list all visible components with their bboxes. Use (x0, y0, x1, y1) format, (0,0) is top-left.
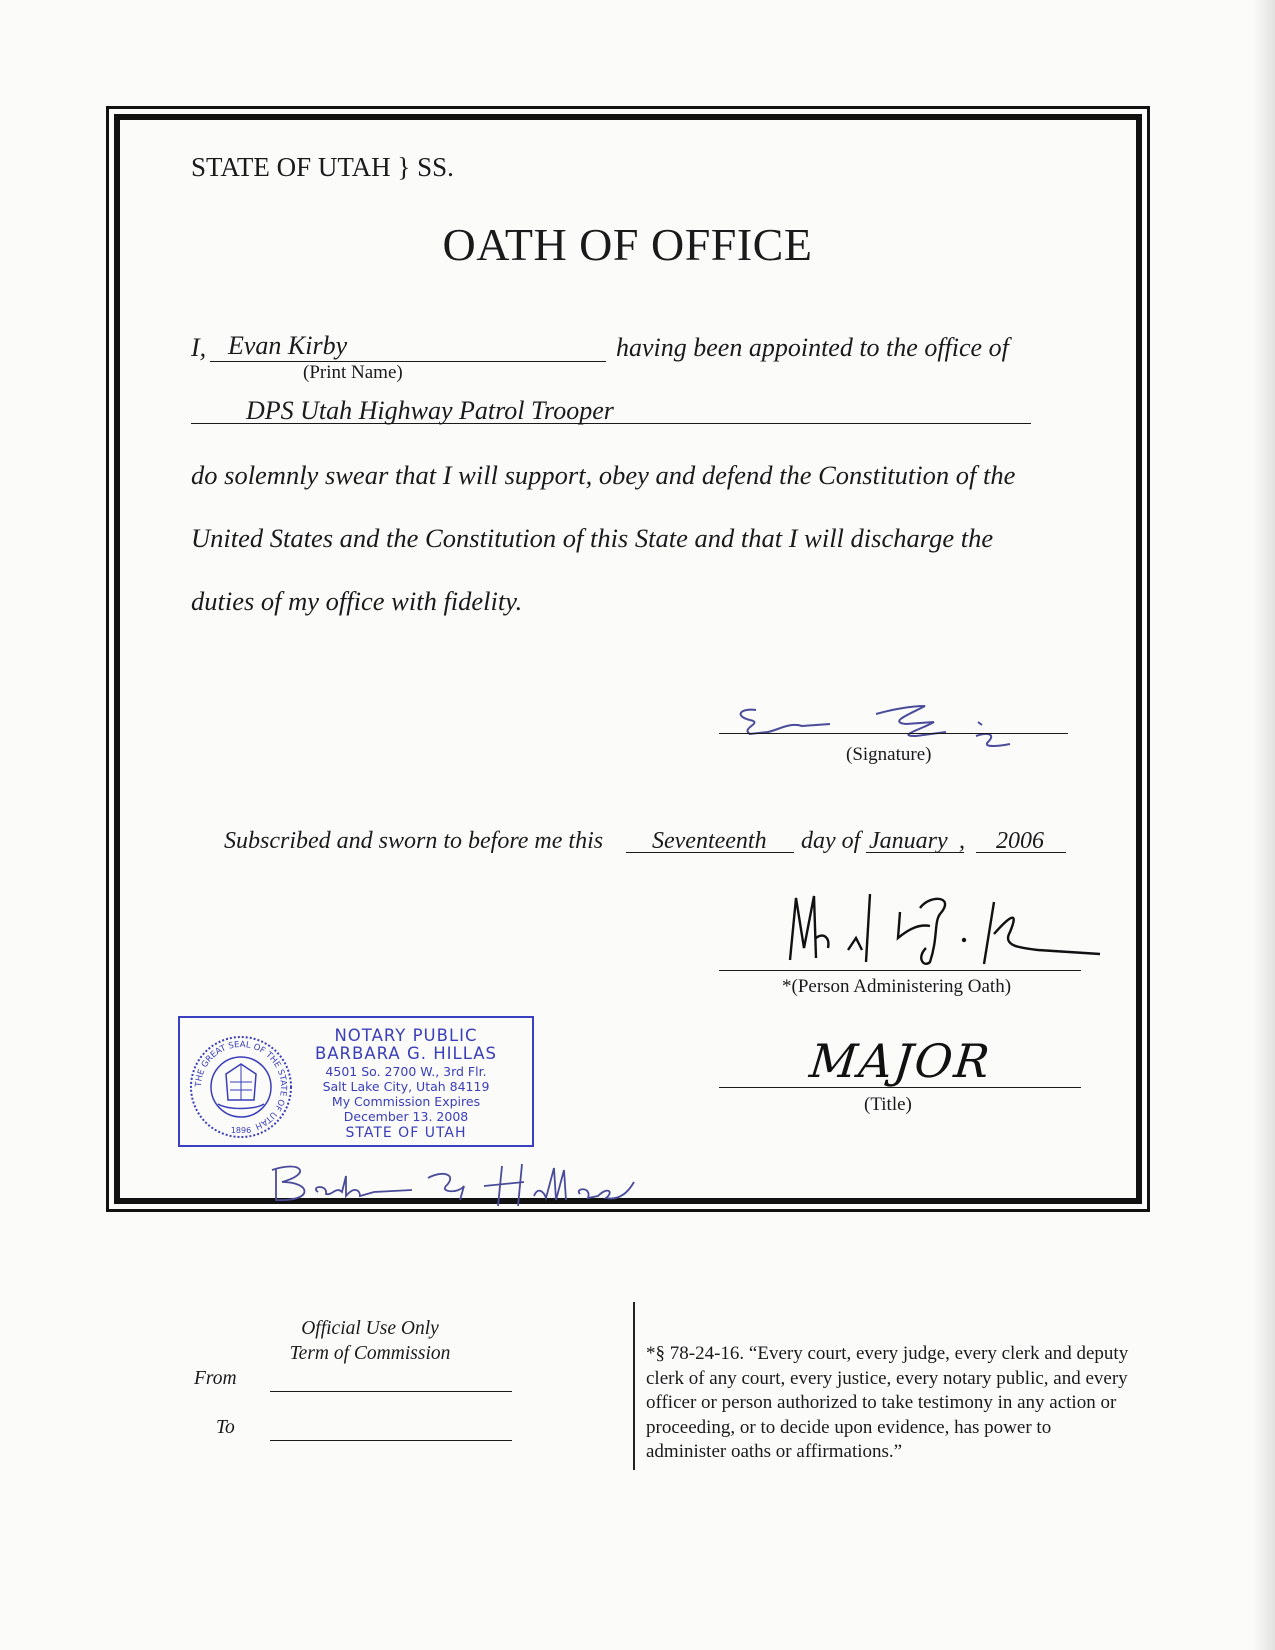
official-use-heading: Official Use Only (301, 1318, 439, 1339)
to-field (270, 1440, 512, 1441)
stamp-line-5: My Commission Expires (331, 1094, 481, 1109)
oath-body-line-3: duties of my office with fidelity. (191, 586, 523, 616)
state-seal-icon (188, 1034, 294, 1140)
subscription-month: January (869, 828, 948, 854)
date-comma: , (959, 828, 965, 854)
appointee-name: Evan Kirby (228, 331, 348, 360)
subscription-year: 2006 (996, 828, 1044, 854)
notary-stamp (178, 1016, 534, 1147)
page-edge-shadow (1253, 0, 1275, 1650)
seal-ring-text: THE GREAT SEAL OF THE STATE OF UTAH (193, 1039, 289, 1132)
office-title: DPS Utah Highway Patrol Trooper (246, 396, 614, 425)
term-of-commission-heading: Term of Commission (289, 1343, 451, 1364)
state-line: STATE OF UTAH } SS. (191, 152, 454, 182)
administering-caption: *(Person Administering Oath) (782, 976, 1012, 997)
stamp-line-3: 4501 So. 2700 W., 3rd Flr. (325, 1064, 487, 1079)
subscribed-text: Subscribed and sworn to before me this (224, 828, 604, 854)
statute-text: *§ 78-24-16. “Every court, every judge, every clerk and deputy clerk of any court, every justice, every notary public, and every officer or person authorized to take testimony in any action or proceeding, or to decide upon evidence, has power to administer oaths or affirmations.” (646, 1343, 1129, 1462)
document-title: OATH OF OFFICE (442, 219, 813, 270)
oath-prefix: I, (191, 333, 207, 362)
oath-body-line-1: do solemnly swear that I will support, obey and defend the Constitution of the (191, 460, 1016, 490)
footer-divider (633, 1302, 635, 1470)
to-label: To (216, 1417, 235, 1438)
from-label: From (194, 1368, 237, 1389)
notary-signature (262, 1156, 662, 1216)
signature-caption: (Signature) (846, 744, 932, 765)
stamp-line-7: STATE OF UTAH (345, 1125, 467, 1141)
administering-line (719, 970, 1081, 971)
stamp-line-2: BARBARA G. HILLAS (314, 1044, 498, 1063)
title-line (719, 1087, 1081, 1088)
name-underline (210, 361, 606, 362)
seal-year: 1896 (230, 1126, 252, 1135)
stamp-line-4: Salt Lake City, Utah 84119 (322, 1079, 490, 1094)
signature-line (719, 733, 1068, 734)
oath-body-line-2: United States and the Constitution of this State and that I will discharge the (191, 523, 994, 553)
subscription-day: Seventeenth (652, 828, 767, 854)
title-value-handwritten: MAJOR (807, 1034, 994, 1088)
print-name-caption: (Print Name) (303, 362, 403, 383)
title-caption: (Title) (864, 1094, 912, 1115)
stamp-line-1: NOTARY PUBLIC (334, 1026, 478, 1045)
stamp-line-6: December 13. 2008 (343, 1109, 469, 1124)
appointed-text: having been appointed to the office of (616, 333, 1009, 362)
day-of-text: day of (801, 828, 861, 854)
administering-officer-signature (770, 888, 1110, 970)
from-field (270, 1391, 512, 1392)
